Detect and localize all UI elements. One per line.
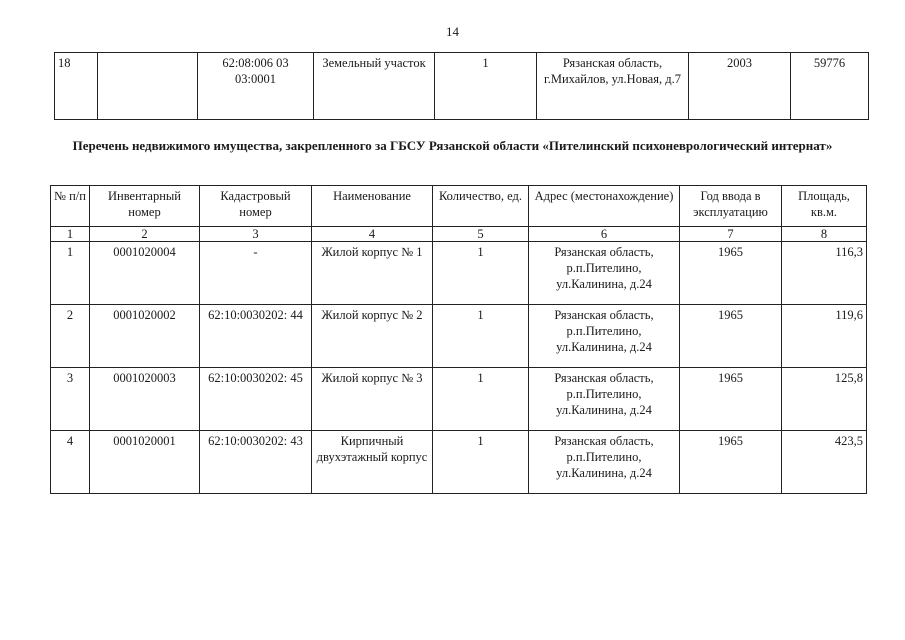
- page-number: 14: [446, 24, 459, 39]
- header-row: [51, 186, 867, 227]
- inventory-number-cell: 0001020003: [90, 368, 200, 431]
- area-cell: 116,3: [782, 242, 867, 305]
- column-number: 7: [680, 227, 782, 242]
- column-number: 1: [51, 227, 90, 242]
- row-number-cell: 3: [51, 368, 90, 431]
- table-row: [51, 242, 867, 305]
- column-number: 8: [782, 227, 867, 242]
- quantity-cell: 1: [435, 53, 537, 120]
- continued-property-table: [54, 52, 869, 120]
- column-number: 2: [90, 227, 200, 242]
- address-cell: Рязанская область, р.п.Пителино, ул.Калинина, д.24: [529, 305, 680, 368]
- area-cell: 125,8: [782, 368, 867, 431]
- column-number: 4: [312, 227, 433, 242]
- column-number: 6: [529, 227, 680, 242]
- address-cell: Рязанская область, р.п.Пителино, ул.Калинина, д.24: [529, 242, 680, 305]
- header-cadastral-number: Кадастровый номер: [200, 186, 312, 227]
- cadastral-number-cell: 62:10:0030202: 43: [200, 431, 312, 494]
- address-cell: Рязанская область, р.п.Пителино, ул.Калинина, д.24: [529, 368, 680, 431]
- cadastral-number-cell: -: [200, 242, 312, 305]
- column-number: 3: [200, 227, 312, 242]
- inventory-number-cell: 0001020002: [90, 305, 200, 368]
- cadastral-number-cell: 62:08:006 03 03:0001: [198, 53, 314, 120]
- address-cell: Рязанская область, г.Михайлов, ул.Новая, д.7: [537, 53, 689, 120]
- header-year: Год ввода в эксплуатацию: [680, 186, 782, 227]
- year-cell: 1965: [680, 431, 782, 494]
- header-row-number: № п/п: [51, 186, 90, 227]
- name-cell: Жилой корпус № 2: [312, 305, 433, 368]
- quantity-cell: 1: [433, 242, 529, 305]
- name-cell: Кирпичный двухэтажный корпус: [312, 431, 433, 494]
- inventory-number-cell: 0001020001: [90, 431, 200, 494]
- quantity-cell: 1: [433, 368, 529, 431]
- year-cell: 1965: [680, 368, 782, 431]
- area-cell: 423,5: [782, 431, 867, 494]
- header-name: Наименование: [312, 186, 433, 227]
- area-cell: 119,6: [782, 305, 867, 368]
- column-numbers-row: [51, 227, 867, 242]
- header-inventory-number: Инвентарный номер: [90, 186, 200, 227]
- header-quantity: Количество, ед.: [433, 186, 529, 227]
- quantity-cell: 1: [433, 305, 529, 368]
- header-address: Адрес (местонахождение): [529, 186, 680, 227]
- table-row: [51, 431, 867, 494]
- table-row: [55, 53, 869, 120]
- row-number-cell: 4: [51, 431, 90, 494]
- header-area: Площадь, кв.м.: [782, 186, 867, 227]
- name-cell: Земельный участок: [314, 53, 435, 120]
- quantity-cell: 1: [433, 431, 529, 494]
- row-number-cell: 2: [51, 305, 90, 368]
- document-title: Перечень недвижимого имущества, закрепленного за ГБСУ Рязанской области «Пителинский психоневрологический интернат»: [72, 138, 833, 153]
- row-number-cell: 18: [55, 53, 98, 120]
- inventory-number-cell: 0001020004: [90, 242, 200, 305]
- area-cell: 59776: [791, 53, 869, 120]
- row-number-cell: 1: [51, 242, 90, 305]
- name-cell: Жилой корпус № 3: [312, 368, 433, 431]
- cadastral-number-cell: 62:10:0030202: 44: [200, 305, 312, 368]
- table-row: [51, 305, 867, 368]
- property-table: [50, 185, 867, 494]
- table-row: [51, 368, 867, 431]
- year-cell: 2003: [689, 53, 791, 120]
- name-cell: Жилой корпус № 1: [312, 242, 433, 305]
- cadastral-number-cell: 62:10:0030202: 45: [200, 368, 312, 431]
- year-cell: 1965: [680, 242, 782, 305]
- year-cell: 1965: [680, 305, 782, 368]
- inventory-number-cell: [98, 53, 198, 120]
- column-number: 5: [433, 227, 529, 242]
- address-cell: Рязанская область, р.п.Пителино, ул.Калинина, д.24: [529, 431, 680, 494]
